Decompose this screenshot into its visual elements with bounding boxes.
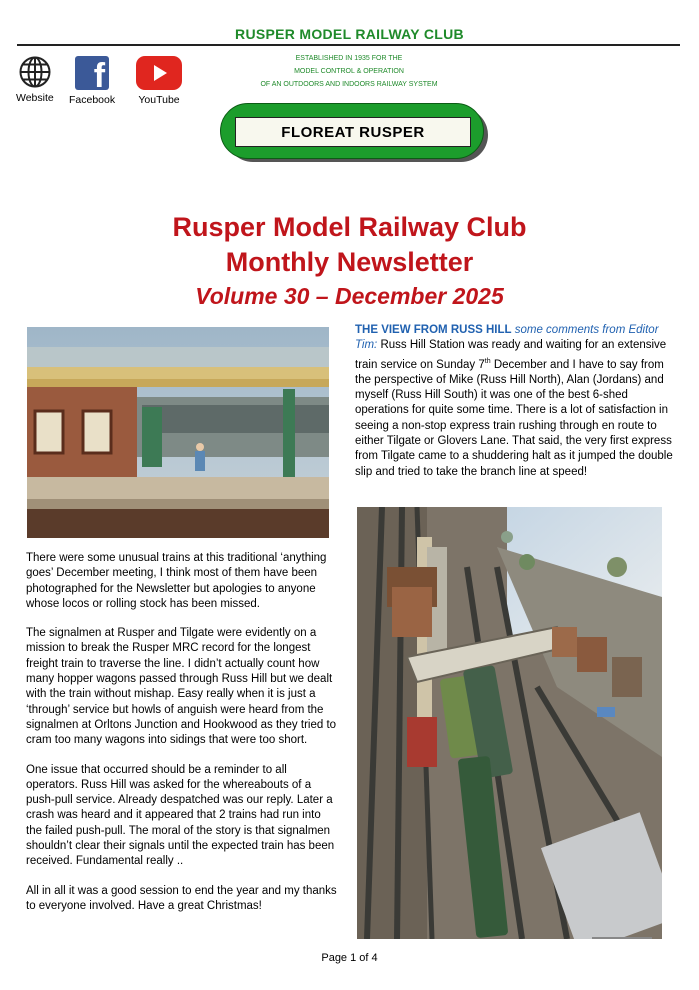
newsletter-volume-date: Volume 30 – December 2025 xyxy=(195,283,504,309)
section-body-part2: December and I have to say from the perspective of Mike (Russ Hill North), Alan (Jordans) and myself (Russ Hill South) it was one of the best 6-shed operations for quite some time. There is a lot of satisfaction in seeing a non-stop express train rushing through en route to either Tilgate or Glovers Lane. That said, the very first express from Tilgate came to a shuddering halt as it jumped the double slip and tried to take the branch line at speed! xyxy=(355,358,673,478)
facebook-label: Facebook xyxy=(69,94,116,106)
layout-overview-photo xyxy=(357,507,662,939)
facebook-link[interactable] xyxy=(69,56,115,106)
station-platform-photo xyxy=(27,327,329,538)
page-number: Page 1 of 4 xyxy=(321,952,378,964)
youtube-link[interactable] xyxy=(136,56,182,106)
established-line-3: OF AN OUTDOORS AND INDOORS RAILWAY SYSTEM xyxy=(260,81,438,88)
website-link[interactable] xyxy=(16,56,54,104)
paragraph-closing-thanks: All in all it was a good session to end the year and my thanks to everyone involved. Have a great Christmas! xyxy=(26,884,337,912)
floreat-rusper-badge xyxy=(220,103,484,159)
paragraph-unusual-trains: There were some unusual trains at this traditional ‘anything goes’ December meeting, I think most of them have been photographed for the Newsletter but apologies to anyone whose locos or rolling stock has been missed. xyxy=(26,552,327,610)
view-from-russ-hill-text xyxy=(355,323,673,480)
header-divider xyxy=(17,44,680,46)
club-name-heading: RUSPER MODEL RAILWAY CLUB xyxy=(235,26,464,42)
section-subheading: some comments from Editor Tim: xyxy=(355,324,659,352)
established-line-1: ESTABLISHED IN 1935 FOR THE xyxy=(295,55,403,62)
youtube-label: YouTube xyxy=(138,94,180,106)
left-column-body xyxy=(26,551,338,928)
newsletter-title-line2: Monthly Newsletter xyxy=(225,247,474,277)
website-label: Website xyxy=(16,92,54,104)
badge-label: FLOREAT RUSPER xyxy=(235,117,471,147)
paragraph-push-pull-issue: One issue that occurred should be a reminder to all operators. Russ Hill was asked for the whereabouts of a push-pull service. Already despatched was our reply. Later a crash was heard and it appeared that 2 trains had run into the failed push-pull. The moral of the story is that signalmen shouldn’t clear their signals until the expected train has been received. Fundamental really .. xyxy=(26,763,335,868)
facebook-icon: f xyxy=(75,56,109,90)
youtube-icon xyxy=(136,56,182,90)
paragraph-signalmen-record: The signalmen at Rusper and Tilgate were evidently on a mission to break the Rusper MRC record for the longest freight train to traverse the line. I didn’t actually count how many hopper wagons passed through Russ Hill but we dealt with the train without mishap. Easy really when it is just a ‘through’ service but howls of anguish were heard from the signalmen at Orltons Junction and Hookwood as they tried to cram too many wagons into sidings that were too short. xyxy=(26,627,337,747)
globe-icon xyxy=(19,56,51,88)
view-from-russ-hill-section xyxy=(355,323,673,480)
established-line-2: MODEL CONTROL & OPERATION xyxy=(294,68,404,75)
newsletter-title-line1: Rusper Model Railway Club xyxy=(172,212,527,242)
section-body-part1: Russ Hill Station was ready and waiting for an extensive train service on Sunday 7 xyxy=(355,339,667,371)
date-ordinal: th xyxy=(484,357,491,365)
section-heading: THE VIEW FROM RUSS HILL xyxy=(355,324,512,336)
